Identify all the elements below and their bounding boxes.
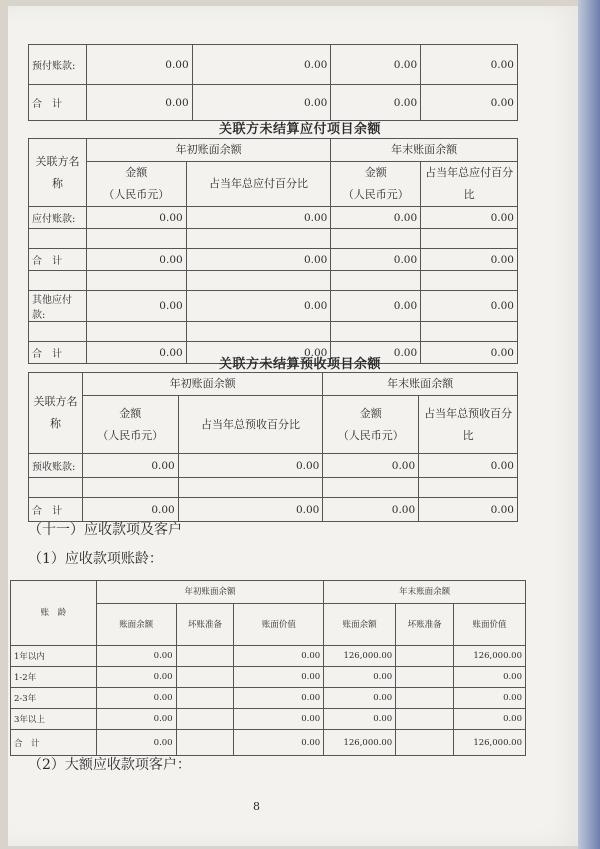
cell: 0.00	[454, 688, 526, 709]
cell: 126,000.00	[454, 646, 526, 667]
col-amount-unit: （人民币元）	[342, 188, 409, 201]
cell: 0.00	[96, 688, 176, 709]
cell: 0.00	[82, 498, 178, 522]
cell: 0.00	[421, 249, 518, 271]
cell: 0.00	[86, 249, 186, 271]
cell: 0.00	[331, 207, 421, 229]
col-amount: 金额	[364, 166, 387, 179]
cell: 0.00	[186, 342, 331, 364]
cell: 0.00	[86, 291, 186, 322]
table-row	[11, 730, 526, 756]
advances-title: 关联方未结算预收项目余额	[218, 357, 381, 372]
table-row	[29, 229, 518, 249]
col-balance: 账面余额	[324, 604, 396, 646]
col-pct: 占当年总应付百分比	[186, 162, 331, 207]
cell: 0.00	[331, 249, 421, 271]
page-number: 8	[253, 800, 260, 813]
cell: 0.00	[96, 646, 176, 667]
row-label: 合 计	[29, 85, 87, 121]
cell	[176, 730, 234, 756]
table-row	[29, 207, 518, 229]
row-label: 2-3年	[11, 688, 97, 709]
cell: 0.00	[331, 85, 421, 121]
cell: 0.00	[86, 342, 186, 364]
table-row	[29, 271, 518, 291]
col-related: 关联方名称	[29, 373, 83, 454]
col-amount: 金额	[119, 406, 142, 420]
col-age: 账 龄	[11, 581, 97, 646]
cell: 0.00	[324, 667, 396, 688]
cell: 0.00	[331, 45, 421, 85]
cell: 0.00	[324, 709, 396, 730]
cell	[396, 646, 454, 667]
col-balance: 账面余额	[96, 604, 176, 646]
table-row	[11, 688, 526, 709]
col-begin: 年初账面余额	[86, 139, 330, 162]
table-row	[29, 454, 518, 478]
table-row	[29, 85, 518, 121]
cell	[176, 688, 234, 709]
table-row	[11, 646, 526, 667]
cell: 0.00	[454, 709, 526, 730]
cell	[176, 709, 234, 730]
col-amount: 金额	[125, 166, 148, 179]
cell	[176, 646, 234, 667]
cell: 0.00	[96, 667, 176, 688]
table-row	[11, 709, 526, 730]
row-label: 合 计	[29, 498, 83, 522]
cell: 0.00	[454, 667, 526, 688]
payables-table	[28, 138, 518, 364]
row-label: 应付账款:	[29, 207, 87, 229]
col-amount: 金额	[359, 406, 382, 420]
table-header-row	[11, 581, 526, 604]
cell: 0.00	[186, 207, 331, 229]
table-header-row	[29, 162, 518, 207]
col-value: 账面价值	[234, 604, 324, 646]
cell: 0.00	[86, 207, 186, 229]
table-row	[29, 249, 518, 271]
cell: 0.00	[421, 45, 518, 85]
row-label: 合 计	[29, 342, 87, 364]
col-begin: 年初账面余额	[82, 373, 322, 396]
col-end: 年末账面余额	[331, 139, 518, 162]
cell	[396, 667, 454, 688]
cell: 0.00	[192, 45, 331, 85]
cell: 0.00	[82, 454, 178, 478]
col-related: 关联方名称	[29, 139, 87, 207]
row-label: 预付账款:	[29, 45, 87, 85]
cell	[176, 667, 234, 688]
advances-table	[28, 372, 518, 522]
cell: 0.00	[421, 85, 518, 121]
cell: 0.00	[234, 646, 324, 667]
table-header-row	[29, 373, 518, 396]
cell	[396, 688, 454, 709]
cell	[396, 730, 454, 756]
cell: 0.00	[419, 498, 518, 522]
section-heading: （十一）应收款项及客户	[28, 522, 182, 538]
table-row	[29, 478, 518, 498]
row-label: 合 计	[11, 730, 97, 756]
cell: 0.00	[234, 688, 324, 709]
cell: 0.00	[192, 85, 331, 121]
col-bad-debt: 坏账准备	[176, 604, 234, 646]
table-header-row	[29, 139, 518, 162]
cell: 126,000.00	[324, 730, 396, 756]
cell: 0.00	[234, 667, 324, 688]
cell: 0.00	[419, 454, 518, 478]
cell: 0.00	[331, 291, 421, 322]
cell: 0.00	[234, 709, 324, 730]
col-pct: 占当年总应付百分比	[421, 162, 518, 207]
cell: 0.00	[186, 249, 331, 271]
table-header-row	[29, 396, 518, 454]
cell: 0.00	[324, 688, 396, 709]
row-label: 预收账款:	[29, 454, 83, 478]
cell: 0.00	[186, 291, 331, 322]
col-bad-debt: 坏账准备	[396, 604, 454, 646]
table-row	[29, 322, 518, 342]
row-label: 3年以上	[11, 709, 97, 730]
col-end: 年末账面余额	[323, 373, 518, 396]
section-subheading: （2）大额应收款项客户：	[28, 757, 191, 773]
col-amount-unit: （人民币元）	[97, 428, 164, 442]
cell: 0.00	[323, 454, 419, 478]
table-row	[29, 291, 518, 322]
table-row	[11, 667, 526, 688]
cell: 0.00	[96, 730, 176, 756]
cell: 0.00	[421, 291, 518, 322]
payables-title: 关联方未结算应付项目余额	[218, 122, 381, 137]
cell: 0.00	[323, 498, 419, 522]
section-subheading: （1）应收款项账龄：	[28, 551, 163, 567]
cell: 126,000.00	[454, 730, 526, 756]
col-end: 年末账面余额	[324, 581, 526, 604]
col-begin: 年初账面余额	[96, 581, 323, 604]
row-label: 合 计	[29, 249, 87, 271]
cell: 0.00	[86, 85, 192, 121]
col-pct: 占当年总预收百分比	[178, 396, 323, 454]
table-row	[29, 45, 518, 85]
cell: 0.00	[421, 207, 518, 229]
row-label: 其他应付款:	[29, 291, 87, 322]
cell: 0.00	[86, 45, 192, 85]
cell: 0.00	[421, 342, 518, 364]
row-label: 1-2年	[11, 667, 97, 688]
table-row	[29, 498, 518, 522]
cell: 0.00	[178, 454, 323, 478]
cell: 126,000.00	[324, 646, 396, 667]
cell: 0.00	[178, 498, 323, 522]
col-pct: 占当年总预收百分比	[419, 396, 518, 454]
col-amount-unit: （人民币元）	[337, 428, 404, 442]
cell: 0.00	[331, 342, 421, 364]
row-label: 1年以内	[11, 646, 97, 667]
cell: 0.00	[96, 709, 176, 730]
prepayment-table	[28, 44, 518, 121]
col-amount-unit: （人民币元）	[103, 188, 170, 201]
aging-table	[10, 580, 526, 756]
cell: 0.00	[234, 730, 324, 756]
cell	[396, 709, 454, 730]
col-value: 账面价值	[454, 604, 526, 646]
